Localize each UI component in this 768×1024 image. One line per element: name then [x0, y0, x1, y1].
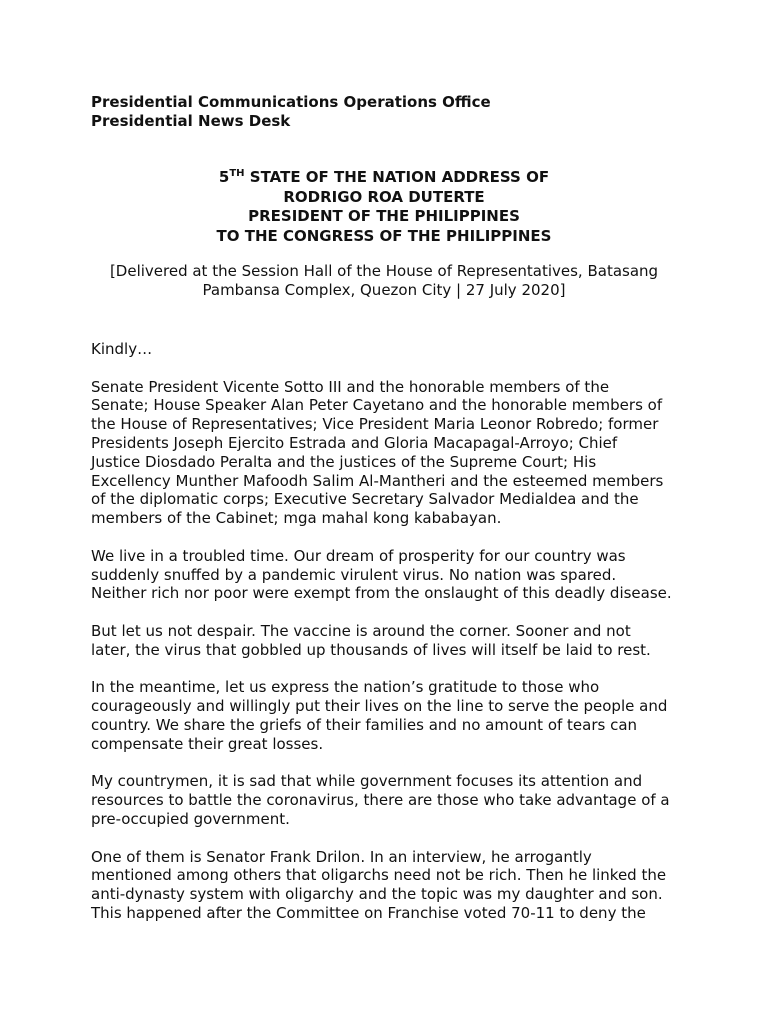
paragraph-line: anti-dynasty system with oligarchy and the topic was my daughter and son.	[91, 885, 663, 904]
news-desk-name: Presidential News Desk	[91, 112, 291, 130]
speech-paragraph	[91, 378, 711, 528]
paragraph-line: In the meantime, let us express the nation’s gratitude to those who	[91, 678, 600, 697]
paragraph-line: suddenly snuffed by a pandemic virulent virus. No nation was spared.	[91, 565, 617, 584]
address-title	[0, 168, 768, 246]
paragraph-line: But let us not despair. The vaccine is around the corner. Sooner and not	[91, 621, 631, 640]
title-line-4: TO THE CONGRESS OF THE PHILIPPINES	[216, 226, 552, 245]
paragraph-line: resources to battle the coronavirus, there are those who take advantage of a	[91, 791, 670, 810]
paragraph-line: country. We share the griefs of their families and no amount of tears can	[91, 715, 638, 734]
title-line-1-text: STATE OF THE NATION ADDRESS OF	[244, 168, 550, 186]
paragraph-line: the House of Representatives; Vice President Maria Leonor Robredo; former	[91, 415, 659, 434]
paragraph-line: of the diplomatic corps; Executive Secretary Salvador Medialdea and the	[91, 490, 639, 509]
delivery-note-line-2: Pambansa Complex, Quezon City | 27 July 2020]	[202, 281, 566, 299]
speech-paragraph	[91, 772, 711, 828]
title-ordinal: 5	[218, 168, 230, 186]
speech-paragraph	[91, 340, 711, 359]
paragraph-line: courageously and willingly put their lives on the line to serve the people and	[91, 697, 668, 716]
paragraph-line: later, the virus that gobbled up thousands of lives will itself be laid to rest.	[91, 640, 651, 659]
speech-paragraph	[91, 678, 711, 753]
paragraph-line: members of the Cabinet; mga mahal kong kababayan.	[91, 509, 502, 528]
delivery-note	[0, 262, 768, 300]
title-line-1	[0, 168, 768, 188]
delivery-note-line-1: [Delivered at the Session Hall of the House of Representatives, Batasang	[109, 262, 659, 280]
title-line-3: PRESIDENT OF THE PHILIPPINES	[248, 207, 520, 225]
paragraph-line: My countrymen, it is sad that while government focuses its attention and	[91, 772, 643, 791]
paragraph-line: Senate; House Speaker Alan Peter Cayetano and the honorable members of	[91, 396, 663, 415]
office-name: Presidential Communications Operations Office	[91, 93, 491, 111]
paragraph-line: This happened after the Committee on Franchise voted 70-11 to deny the	[91, 903, 646, 922]
speech-body	[91, 340, 711, 942]
paragraph-line: compensate their great losses.	[91, 734, 324, 753]
office-header	[91, 93, 491, 131]
paragraph-line: Presidents Joseph Ejercito Estrada and Gloria Macapagal-Arroyo; Chief	[91, 433, 618, 452]
speech-paragraph	[91, 547, 711, 603]
paragraph-line: Senate President Vicente Sotto III and the honorable members of the	[91, 377, 610, 396]
paragraph-line: Excellency Munther Mafoodh Salim Al-Mantheri and the esteemed members	[91, 471, 664, 490]
paragraph-line: We live in a troubled time. Our dream of prosperity for our country was	[91, 546, 626, 565]
paragraph-line: Justice Diosdado Peralta and the justices of the Supreme Court; His	[91, 452, 597, 471]
title-line-2: RODRIGO ROA DUTERTE	[283, 187, 485, 206]
speech-paragraph	[91, 848, 711, 923]
paragraph-line: Neither rich nor poor were exempt from the onslaught of this deadly disease.	[91, 584, 672, 603]
title-ordinal-suffix: TH	[229, 168, 245, 179]
paragraph-line: mentioned among others that oligarchs need not be rich. Then he linked the	[91, 866, 667, 885]
speech-paragraph	[91, 622, 711, 660]
paragraph-line: One of them is Senator Frank Drilon. In an interview, he arrogantly	[91, 847, 592, 866]
paragraph-line: pre-occupied government.	[91, 809, 290, 828]
paragraph-line: Kindly…	[91, 340, 153, 358]
